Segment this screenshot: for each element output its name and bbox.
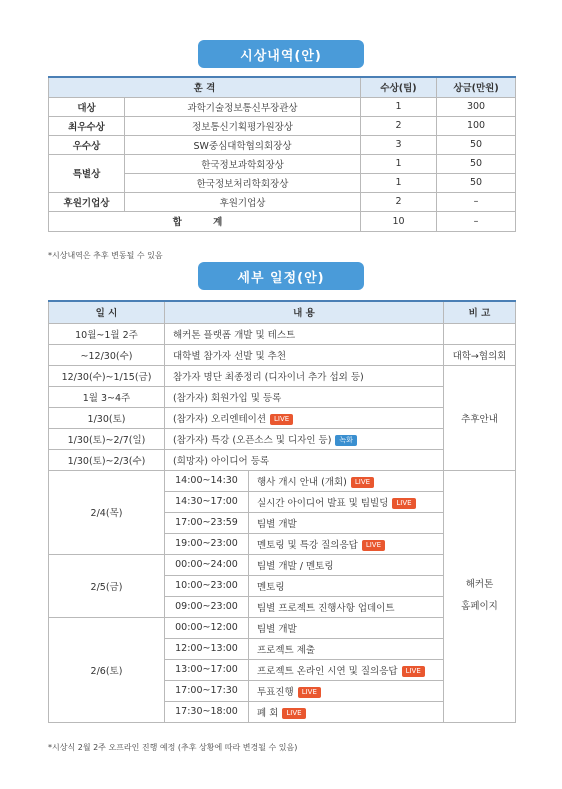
award-prize: – xyxy=(437,192,516,211)
schedule-item: 프로젝트 제출 xyxy=(249,638,444,659)
award-name: 한국정보과학회장상 xyxy=(125,154,361,173)
schedule-item-cell xyxy=(249,533,444,554)
schedule-time: 13:00~17:00 xyxy=(165,659,249,680)
total-row xyxy=(49,211,516,231)
live-badge: LIVE xyxy=(270,414,293,425)
schedule-date: ~12/30(수) xyxy=(49,344,165,365)
schedule-date: 12/30(수)~1/15(금) xyxy=(49,365,165,386)
schedule-item: 팀별 개발 / 멘토링 xyxy=(249,554,444,575)
schedule-content-cell xyxy=(165,428,444,449)
schedule-item: 실시간 아이디어 발표 및 팀빌딩 xyxy=(257,497,389,509)
awards-section-title: 시상내역(안) xyxy=(198,40,364,68)
award-category: 특별상 xyxy=(49,154,125,192)
schedule-time: 17:00~23:59 xyxy=(165,512,249,533)
schedule-remark xyxy=(444,323,516,344)
award-teams: 1 xyxy=(361,154,437,173)
schedule-content: (참가자) 오리엔테이션 xyxy=(173,413,267,425)
awards-header-prize: 상금(만원) xyxy=(437,77,516,97)
table-row xyxy=(49,470,516,491)
schedule-time: 00:00~12:00 xyxy=(165,617,249,638)
total-teams: 10 xyxy=(361,211,437,231)
award-prize: 50 xyxy=(437,173,516,192)
schedule-item: 팀별 프로젝트 진행사항 업데이트 xyxy=(249,596,444,617)
schedule-time: 17:30~18:00 xyxy=(165,701,249,722)
live-badge: LIVE xyxy=(392,498,415,509)
schedule-time: 17:00~17:30 xyxy=(165,680,249,701)
schedule-table xyxy=(48,300,516,723)
schedule-remark-university: 대학→협의회 xyxy=(444,344,516,365)
live-badge: LIVE xyxy=(282,708,305,719)
schedule-day-date: 2/5(금) xyxy=(49,554,165,617)
schedule-section-title: 세부 일정(안) xyxy=(198,262,364,290)
award-teams: 1 xyxy=(361,97,437,116)
schedule-item: 프로젝트 온라인 시연 및 질의응답 xyxy=(257,665,398,677)
schedule-content: (참가자) 특강 (오픈소스 및 디자인 등) xyxy=(173,434,332,446)
table-row xyxy=(49,344,516,365)
schedule-content: 대학별 참가자 선발 및 추천 xyxy=(165,344,444,365)
schedule-item: 폐 회 xyxy=(257,707,279,719)
schedule-remark-hackathon xyxy=(444,470,516,722)
schedule-date: 1/30(토) xyxy=(49,407,165,428)
award-prize: 50 xyxy=(437,154,516,173)
table-row xyxy=(49,154,516,173)
recorded-badge: 녹화 xyxy=(335,435,357,446)
schedule-header-content: 내 용 xyxy=(165,301,444,323)
schedule-content: 해커톤 플랫폼 개발 및 테스트 xyxy=(165,323,444,344)
live-badge: LIVE xyxy=(362,540,385,551)
schedule-time: 12:00~13:00 xyxy=(165,638,249,659)
awards-table xyxy=(48,76,516,232)
table-row xyxy=(49,365,516,386)
schedule-item: 팀별 개발 xyxy=(249,617,444,638)
award-category: 대상 xyxy=(49,97,125,116)
award-teams: 2 xyxy=(361,192,437,211)
schedule-item-cell xyxy=(249,470,444,491)
remark-hackathon-line1: 해커톤 xyxy=(465,579,494,590)
award-category: 후원기업상 xyxy=(49,192,125,211)
total-prize: – xyxy=(437,211,516,231)
schedule-content: (참가자) 회원가입 및 등록 xyxy=(165,386,444,407)
schedule-time: 14:00~14:30 xyxy=(165,470,249,491)
schedule-item-cell xyxy=(249,680,444,701)
award-prize: 100 xyxy=(437,116,516,135)
schedule-time: 00:00~24:00 xyxy=(165,554,249,575)
schedule-day-date: 2/6(토) xyxy=(49,617,165,722)
award-category: 우수상 xyxy=(49,135,125,154)
award-teams: 2 xyxy=(361,116,437,135)
schedule-time: 19:00~23:00 xyxy=(165,533,249,554)
schedule-content: (희망자) 아이디어 등록 xyxy=(165,449,444,470)
schedule-time: 10:00~23:00 xyxy=(165,575,249,596)
table-row xyxy=(49,192,516,211)
schedule-date: 10월~1월 2주 xyxy=(49,323,165,344)
award-name: 후원기업상 xyxy=(125,192,361,211)
schedule-date: 1월 3~4주 xyxy=(49,386,165,407)
table-row xyxy=(49,323,516,344)
award-name: SW중심대학협의회장상 xyxy=(125,135,361,154)
schedule-item-cell xyxy=(249,701,444,722)
live-badge: LIVE xyxy=(351,477,374,488)
schedule-item-cell xyxy=(249,491,444,512)
remark-hackathon-line2: 홈페이지 xyxy=(461,601,498,612)
schedule-time: 09:00~23:00 xyxy=(165,596,249,617)
schedule-item: 행사 개시 안내 (개회) xyxy=(257,476,347,488)
live-badge: LIVE xyxy=(402,666,425,677)
schedule-item: 멘토링 및 특강 질의응답 xyxy=(257,539,358,551)
schedule-date: 1/30(토)~2/7(일) xyxy=(49,428,165,449)
table-row xyxy=(49,116,516,135)
schedule-remark-later: 추후안내 xyxy=(444,365,516,470)
schedule-item: 투표진행 xyxy=(257,686,294,698)
schedule-header-date: 일 시 xyxy=(49,301,165,323)
award-prize: 300 xyxy=(437,97,516,116)
schedule-item-cell xyxy=(249,659,444,680)
award-name: 정보통신기획평가원장상 xyxy=(125,116,361,135)
schedule-item: 멘토링 xyxy=(249,575,444,596)
schedule-note: *시상식 2월 2주 오프라인 진행 예정 (추후 상황에 따라 변경될 수 있음) xyxy=(48,743,298,752)
table-row xyxy=(49,97,516,116)
schedule-content: 참가자 명단 최종정리 (디자이너 추가 섭외 등) xyxy=(165,365,444,386)
schedule-item: 팀별 개발 xyxy=(249,512,444,533)
award-teams: 1 xyxy=(361,173,437,192)
award-name: 한국정보처리학회장상 xyxy=(125,173,361,192)
award-prize: 50 xyxy=(437,135,516,154)
award-name: 과학기술정보통신부장관상 xyxy=(125,97,361,116)
schedule-time: 14:30~17:00 xyxy=(165,491,249,512)
schedule-date: 1/30(토)~2/3(수) xyxy=(49,449,165,470)
awards-note: *시상내역은 추후 변동될 수 있음 xyxy=(48,251,163,260)
schedule-content-cell xyxy=(165,407,444,428)
awards-header-teams: 수상(팀) xyxy=(361,77,437,97)
schedule-header-remark: 비 고 xyxy=(444,301,516,323)
award-teams: 3 xyxy=(361,135,437,154)
awards-header-title: 훈 격 xyxy=(49,77,361,97)
table-row xyxy=(49,135,516,154)
total-label: 합 계 xyxy=(49,211,361,231)
live-badge: LIVE xyxy=(298,687,321,698)
award-category: 최우수상 xyxy=(49,116,125,135)
schedule-day-date: 2/4(목) xyxy=(49,470,165,554)
